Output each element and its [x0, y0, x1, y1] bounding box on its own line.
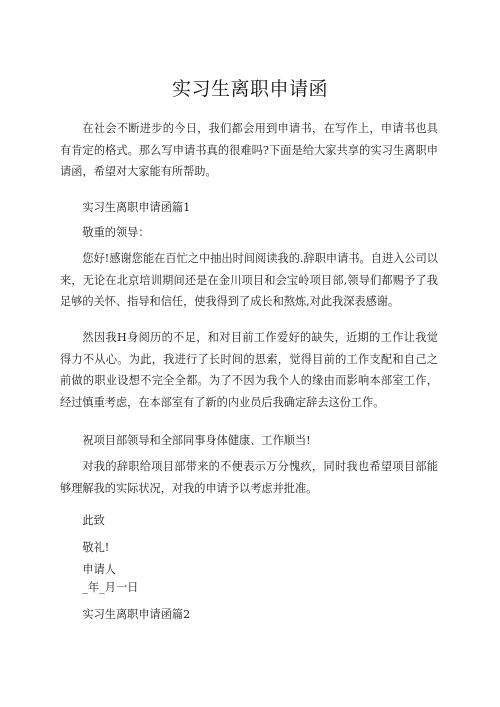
body-paragraph-4: 对我的辞职给项目部带来的不便表示万分愧疚，同时我也希望项目部能够理解我的实际状况，对我的申请予以考虑并批准。 — [60, 460, 438, 495]
signature-block — [60, 561, 438, 597]
salutation-block — [60, 222, 438, 244]
section1-heading-block — [60, 197, 438, 219]
body-paragraph-1: 您好!感谢您能在百忙之中抽出时间阅读我的.辞职申请书。自进入公司以来，无论在北京培训期间还是在金川项目和会宝岭项目部,领导们都赐予了我足够的关怀、指导和信任，使我得到了成长和熬炼,对此我深表感谢。 — [60, 252, 438, 308]
section2-heading-block — [60, 604, 438, 626]
body-paragraph-2: 然因我H身阅历的不足，和对目前工作爱好的缺失，近期的工作让我觉得力不从心。为此，我进行了长时间的思索，觉得目前的工作支配和自己之前做的职业设想不完全全都。为了不因为我个人的缘由而影响本部室工作，经过慎重考虑，在本部室有了新的内业员后我确定辞去这份工作。 — [60, 331, 438, 409]
section1-heading: 实习生离职申请函篇1 — [82, 201, 191, 214]
signature-date: _年_月一日 — [82, 581, 139, 594]
body-paragraph-3: 祝项目部领导和全部同事身体健康、工作顺当! — [82, 434, 311, 447]
closing2-block — [60, 537, 438, 559]
intro-paragraph: 在社会不断进步的今日，我们都会用到申请书，在写作上，申请书也具有肯定的格式。那么写申请书真的很难吗?下面是给大家共享的实习生离职申请函，希望对大家能有所帮助。 — [60, 122, 438, 178]
document-title: 实习生离职申请函 — [171, 78, 328, 100]
signer-label: 申请人 — [82, 563, 116, 576]
intro-block — [60, 118, 438, 183]
para1-block — [60, 248, 438, 313]
closing1-block — [60, 510, 438, 532]
closing-salute: 敬礼! — [82, 541, 110, 554]
closing-greeting: 此致 — [82, 514, 105, 527]
salutation: 敬重的领导： — [82, 226, 150, 239]
para4-block — [60, 456, 438, 499]
section2-heading: 实习生离职申请函篇2 — [82, 608, 191, 621]
para3-block — [60, 430, 438, 452]
para2-block — [60, 327, 438, 413]
